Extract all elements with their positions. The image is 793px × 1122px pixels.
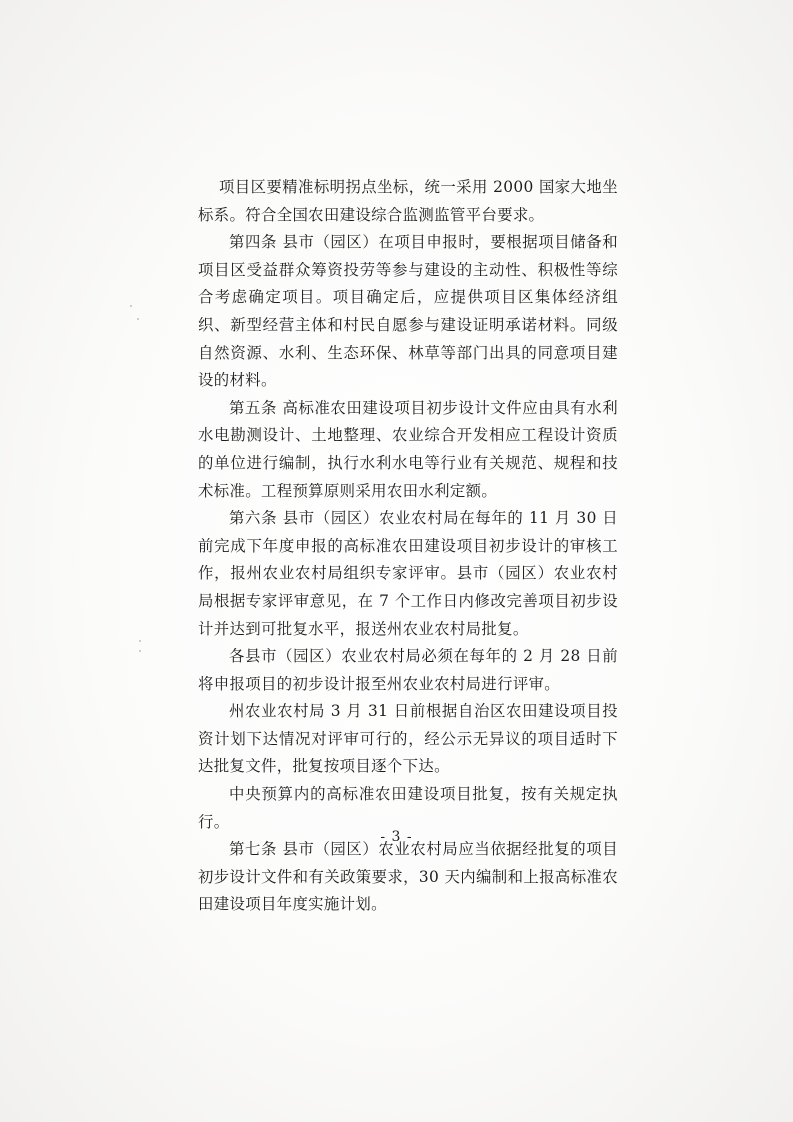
page-number: - 3 - bbox=[380, 829, 413, 845]
document-body bbox=[198, 174, 618, 919]
paragraph-article-7: 第七条 县市（园区）农业农村局应当依据经批复的项目初步设计文件和有关政策要求，30 天内编制和上报高标准农田建设项目年度实施计划。 bbox=[198, 840, 618, 914]
scan-speck bbox=[137, 318, 139, 320]
paragraph-coordinates: 项目区要精准标明拐点坐标，统一采用 2000 国家大地坐标系。符合全国农田建设综合监测监管平台要求。 bbox=[198, 178, 618, 224]
scan-speck bbox=[139, 650, 141, 652]
paragraph-central-budget: 中央预算内的高标准农田建设项目批复，按有关规定执行。 bbox=[198, 785, 618, 831]
paragraph-approval: 州农业农村局 3 月 31 日前根据自治区农田建设项目投资计划下达情况对评审可行的，经公示无异议的项目适时下达批复文件，批复按项目逐个下达。 bbox=[198, 702, 618, 776]
paragraph-article-5: 第五条 高标准农田建设项目初步设计文件应由具有水利水电勘测设计、土地整理、农业综合开发相应工程设计资质的单位进行编制，执行水利水电等行业有关规范、规程和技术标准。工程预算原则采用农田水利定额。 bbox=[198, 398, 618, 500]
paragraph-review-deadline: 各县市（园区）农业农村局必须在每年的 2 月 28 日前将申报项目的初步设计报至州农业农村局进行评审。 bbox=[198, 647, 618, 693]
scan-speck bbox=[139, 640, 141, 642]
scan-speck bbox=[130, 305, 132, 307]
paragraph-article-6: 第六条 县市（园区）农业农村局在每年的 11 月 30 日前完成下年度申报的高标准农田建设项目初步设计的审核工作，报州农业农村局组织专家评审。县市（园区）农业农村局根据专家评审意见，在 7 个工作日内修改完善项目初步设计并达到可批复水平，报送州农业农村局批复。 bbox=[198, 509, 618, 638]
paragraph-article-4: 第四条 县市（园区）在项目申报时，要根据项目储备和项目区受益群众筹资投劳等参与建设的主动性、积极性等综合考虑确定项目。项目确定后，应提供项目区集体经济组织、新型经营主体和村民自愿参与建设证明承诺材料。同级自然资源、水利、生态环保、林草等部门出具的同意项目建设的材料。 bbox=[198, 233, 618, 390]
